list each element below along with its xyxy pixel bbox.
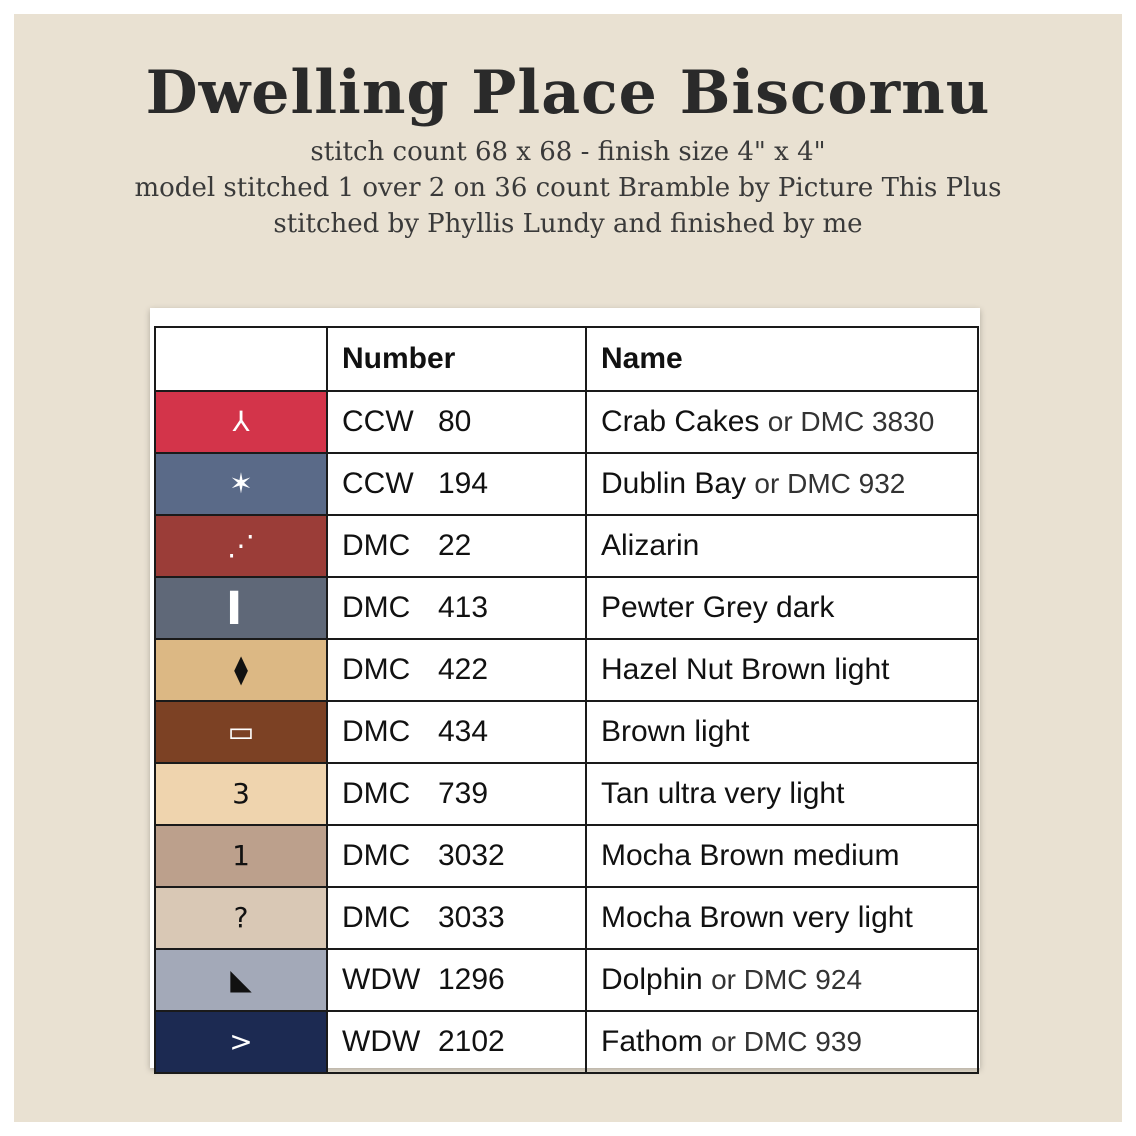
thread-name: Fathom bbox=[601, 1025, 703, 1058]
color-swatch bbox=[155, 949, 327, 1011]
thread-legend-table bbox=[154, 326, 979, 1074]
thread-alternative: or DMC 3830 bbox=[767, 406, 935, 437]
thread-name-cell bbox=[586, 577, 978, 639]
thread-legend-panel bbox=[150, 308, 980, 1068]
thread-name: Crab Cakes bbox=[601, 405, 760, 438]
thread-alternative: or DMC 924 bbox=[711, 964, 863, 995]
thread-name: Hazel Nut Brown light bbox=[601, 653, 890, 686]
thread-number: 3033 bbox=[438, 901, 505, 934]
color-swatch bbox=[155, 515, 327, 577]
thread-number: 194 bbox=[438, 467, 489, 500]
thread-brand: DMC bbox=[342, 839, 411, 872]
thread-name-cell bbox=[586, 701, 978, 763]
thread-number-cell bbox=[327, 453, 586, 515]
table-row bbox=[155, 1011, 978, 1073]
table-row bbox=[155, 763, 978, 825]
thread-brand: CCW bbox=[342, 467, 414, 500]
stitch-symbol-icon: ⧫ bbox=[234, 653, 248, 686]
thread-brand: DMC bbox=[342, 653, 411, 686]
thread-brand: DMC bbox=[342, 529, 411, 562]
table-row bbox=[155, 453, 978, 515]
table-row bbox=[155, 825, 978, 887]
thread-name-cell bbox=[586, 763, 978, 825]
table-row bbox=[155, 391, 978, 453]
thread-number-cell bbox=[327, 639, 586, 701]
header-number: Number bbox=[327, 327, 586, 391]
thread-brand: DMC bbox=[342, 901, 411, 934]
table-row bbox=[155, 577, 978, 639]
stitch-symbol-icon: > bbox=[229, 1025, 253, 1058]
table-row bbox=[155, 949, 978, 1011]
table-row bbox=[155, 515, 978, 577]
color-swatch bbox=[155, 1011, 327, 1073]
thread-name-cell bbox=[586, 639, 978, 701]
thread-name-cell bbox=[586, 391, 978, 453]
thread-name: Mocha Brown medium bbox=[601, 839, 900, 872]
color-swatch bbox=[155, 577, 327, 639]
thread-number: 2102 bbox=[438, 1025, 505, 1058]
stitch-symbol-icon: ✶ bbox=[229, 467, 253, 500]
thread-number-cell bbox=[327, 391, 586, 453]
color-swatch bbox=[155, 763, 327, 825]
thread-brand: CCW bbox=[342, 405, 414, 438]
thread-alternative: or DMC 932 bbox=[754, 468, 906, 499]
stitch-symbol-icon: ▭ bbox=[227, 715, 255, 748]
pattern-title: Dwelling Place Biscornu bbox=[145, 58, 991, 128]
thread-number-cell bbox=[327, 887, 586, 949]
thread-name: Dublin Bay bbox=[601, 467, 747, 500]
thread-name-cell bbox=[586, 515, 978, 577]
thread-name: Dolphin bbox=[601, 963, 703, 996]
thread-brand: DMC bbox=[342, 715, 411, 748]
thread-name: Brown light bbox=[601, 715, 750, 748]
stitch-symbol-icon: ▍ bbox=[230, 591, 252, 624]
stitch-symbol-icon: 3 bbox=[232, 777, 250, 810]
thread-number: 80 bbox=[438, 405, 472, 438]
stitch-symbol-icon: 1 bbox=[232, 839, 250, 872]
color-swatch bbox=[155, 639, 327, 701]
stitch-symbol-icon: ⅄ bbox=[232, 405, 250, 438]
credits-line: stitched by Phyllis Lundy and finished by me bbox=[273, 209, 863, 239]
thread-brand: DMC bbox=[342, 777, 411, 810]
thread-number: 434 bbox=[438, 715, 489, 748]
table-row bbox=[155, 887, 978, 949]
stitch-count-line: stitch count 68 x 68 - finish size 4" x 4" bbox=[310, 137, 826, 167]
thread-name-cell bbox=[586, 887, 978, 949]
thread-brand: DMC bbox=[342, 591, 411, 624]
thread-number-cell bbox=[327, 701, 586, 763]
stitch-symbol-icon: ◣ bbox=[230, 963, 252, 996]
thread-number-cell bbox=[327, 1011, 586, 1073]
thread-name-cell bbox=[586, 949, 978, 1011]
table-row bbox=[155, 701, 978, 763]
header-symbol-cell bbox=[155, 327, 327, 391]
thread-number-cell bbox=[327, 763, 586, 825]
thread-number: 422 bbox=[438, 653, 489, 686]
thread-name: Alizarin bbox=[601, 529, 700, 562]
thread-name-cell bbox=[586, 1011, 978, 1073]
thread-name: Pewter Grey dark bbox=[601, 591, 835, 624]
stitch-symbol-icon: ⋰ bbox=[227, 529, 255, 562]
thread-number-cell bbox=[327, 515, 586, 577]
table-row bbox=[155, 639, 978, 701]
thread-name-cell bbox=[586, 825, 978, 887]
table-header-row bbox=[155, 327, 978, 391]
color-swatch bbox=[155, 701, 327, 763]
thread-name: Tan ultra very light bbox=[601, 777, 845, 810]
stitch-symbol-icon: ? bbox=[233, 901, 249, 934]
color-swatch bbox=[155, 453, 327, 515]
thread-number: 739 bbox=[438, 777, 489, 810]
thread-number-cell bbox=[327, 949, 586, 1011]
thread-number: 22 bbox=[438, 529, 472, 562]
thread-name-cell bbox=[586, 453, 978, 515]
thread-number: 3032 bbox=[438, 839, 505, 872]
thread-brand: WDW bbox=[342, 963, 421, 996]
thread-number: 1296 bbox=[438, 963, 505, 996]
header-name: Name bbox=[586, 327, 978, 391]
thread-alternative: or DMC 939 bbox=[711, 1026, 862, 1057]
color-swatch bbox=[155, 887, 327, 949]
thread-number: 413 bbox=[438, 591, 489, 624]
thread-brand: WDW bbox=[342, 1025, 421, 1058]
thread-number-cell bbox=[327, 577, 586, 639]
model-stitched-line: model stitched 1 over 2 on 36 count Bramble by Picture This Plus bbox=[134, 173, 1002, 203]
thread-name: Mocha Brown very light bbox=[601, 901, 913, 934]
color-swatch bbox=[155, 391, 327, 453]
thread-number-cell bbox=[327, 825, 586, 887]
color-swatch bbox=[155, 825, 327, 887]
